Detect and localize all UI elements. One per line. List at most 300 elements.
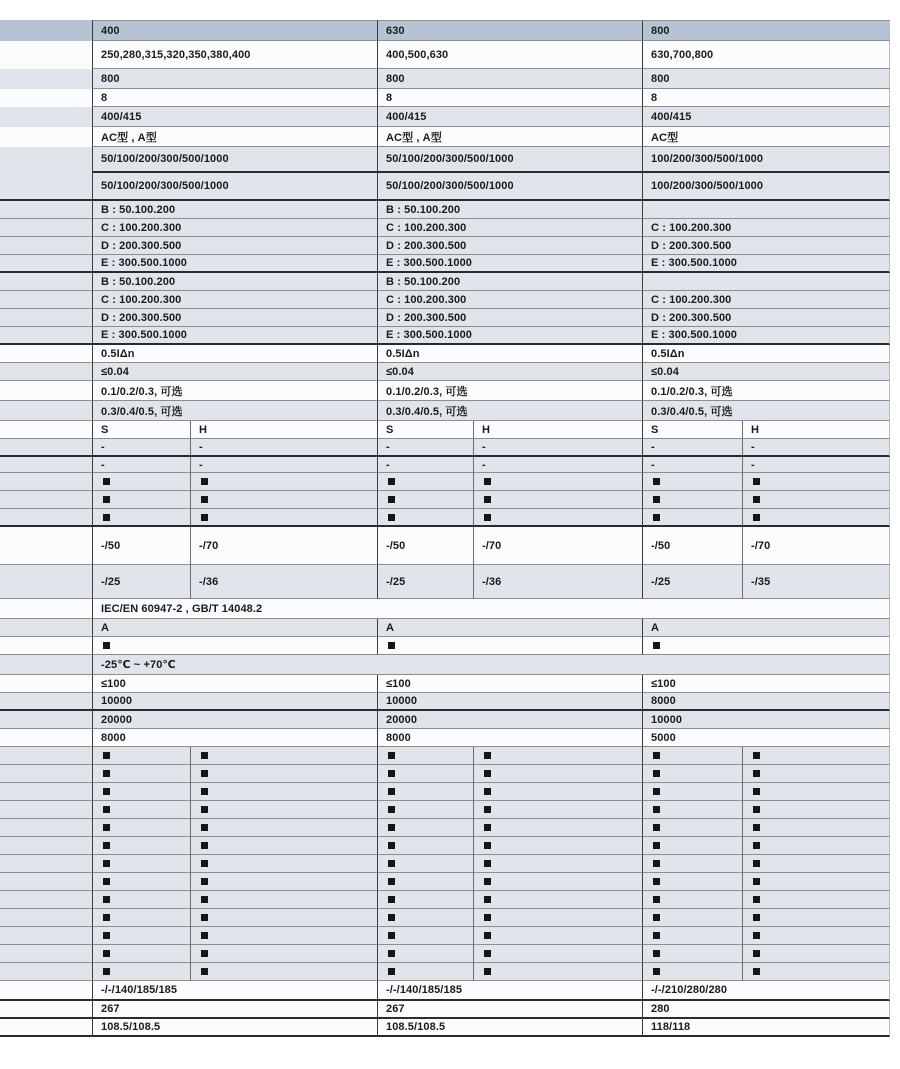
filled-square-marker: [484, 752, 491, 759]
table-cell: A: [92, 619, 377, 637]
row-label-cell: [0, 565, 92, 599]
table-cell: [473, 927, 642, 945]
table-cell: [377, 855, 473, 873]
table-cell: [642, 491, 742, 509]
table-cell: [377, 963, 473, 981]
row-label-cell: [0, 107, 92, 127]
row-label-cell: [0, 401, 92, 421]
table-cell: 8: [642, 89, 890, 107]
table-cell: [473, 909, 642, 927]
table-cell: IEC/EN 60947-2 , GB/T 14048.2: [92, 599, 890, 619]
table-cell: [190, 873, 377, 891]
filled-square-marker: [753, 514, 760, 521]
table-cell: [377, 509, 473, 527]
filled-square-marker: [484, 824, 491, 831]
table-cell: [473, 747, 642, 765]
table-cell: [377, 819, 473, 837]
table-cell: -: [742, 439, 890, 457]
filled-square-marker: [484, 932, 491, 939]
table-cell: [642, 945, 742, 963]
filled-square-marker: [753, 860, 760, 867]
filled-square-marker: [753, 950, 760, 957]
table-cell: [377, 909, 473, 927]
filled-square-marker: [201, 770, 208, 777]
table-row: [0, 173, 890, 201]
row-label-cell: [0, 837, 92, 855]
filled-square-marker: [753, 842, 760, 849]
table-cell: -/-/140/185/185: [377, 981, 642, 1001]
table-row: [0, 891, 890, 909]
table-cell: [377, 637, 642, 655]
table-cell: 0.1/0.2/0.3, 可选: [92, 381, 377, 401]
filled-square-marker: [753, 932, 760, 939]
filled-square-marker: [484, 968, 491, 975]
row-label-cell: [0, 765, 92, 783]
table-cell: [190, 509, 377, 527]
filled-square-marker: [201, 950, 208, 957]
filled-square-marker: [388, 896, 395, 903]
table-cell: -/36: [473, 565, 642, 599]
table-cell: C : 100.200.300: [377, 219, 642, 237]
table-row: [0, 693, 890, 711]
row-label-cell: [0, 491, 92, 509]
table-cell: E : 300.500.1000: [377, 255, 642, 273]
table-header-row: [0, 20, 890, 41]
table-cell: [92, 637, 377, 655]
row-label-cell: [0, 255, 92, 273]
filled-square-marker: [103, 478, 110, 485]
table-cell: [377, 765, 473, 783]
table-row: [0, 291, 890, 309]
table-cell: -: [377, 457, 473, 473]
table-cell: 0.5IΔn: [642, 345, 890, 363]
table-cell: C : 100.200.300: [377, 291, 642, 309]
table-row: [0, 69, 890, 89]
table-cell: AC型 , A型: [92, 127, 377, 147]
table-cell: 0.3/0.4/0.5, 可选: [377, 401, 642, 421]
filled-square-marker: [753, 968, 760, 975]
table-cell: 10000: [642, 711, 890, 729]
table-row: [0, 107, 890, 127]
table-cell: -/70: [742, 527, 890, 565]
table-cell: [190, 491, 377, 509]
table-cell: 800: [642, 69, 890, 89]
table-cell: [642, 963, 742, 981]
table-cell: [473, 783, 642, 801]
row-label-cell: [0, 891, 92, 909]
filled-square-marker: [201, 752, 208, 759]
table-row: [0, 711, 890, 729]
filled-square-marker: [484, 842, 491, 849]
row-label-cell: [0, 801, 92, 819]
table-cell: A: [642, 619, 890, 637]
row-label-cell: [0, 711, 92, 729]
table-cell: [92, 747, 190, 765]
table-cell: H: [190, 421, 377, 439]
filled-square-marker: [103, 842, 110, 849]
table-cell: -: [742, 457, 890, 473]
table-cell: [92, 783, 190, 801]
filled-square-marker: [484, 878, 491, 885]
table-cell: E : 300.500.1000: [642, 327, 890, 345]
table-cell: [742, 891, 890, 909]
table-row: [0, 527, 890, 565]
filled-square-marker: [103, 514, 110, 521]
table-row: [0, 89, 890, 107]
table-row: [0, 219, 890, 237]
row-label-cell: [0, 439, 92, 457]
table-cell: -/50: [642, 527, 742, 565]
table-cell: [742, 509, 890, 527]
row-label-cell: [0, 473, 92, 491]
table-cell: [742, 801, 890, 819]
table-cell: 8000: [377, 729, 642, 747]
table-cell: D : 200.300.500: [642, 309, 890, 327]
table-cell: [742, 945, 890, 963]
table-row: [0, 945, 890, 963]
table-cell: [742, 963, 890, 981]
row-label-cell: [0, 327, 92, 345]
table-cell: 400: [92, 20, 377, 41]
row-label-cell: [0, 201, 92, 219]
filled-square-marker: [201, 806, 208, 813]
filled-square-marker: [201, 878, 208, 885]
table-cell: 800: [377, 69, 642, 89]
row-label-cell: [0, 173, 92, 201]
filled-square-marker: [653, 950, 660, 957]
table-cell: -25℃ ~ +70℃: [92, 655, 890, 675]
table-cell: [742, 783, 890, 801]
table-cell: 8000: [92, 729, 377, 747]
table-cell: 400,500,630: [377, 41, 642, 69]
filled-square-marker: [388, 514, 395, 521]
table-row: [0, 457, 890, 473]
table-cell: [473, 963, 642, 981]
table-cell: [473, 509, 642, 527]
table-cell: [92, 855, 190, 873]
table-row: [0, 473, 890, 491]
filled-square-marker: [484, 496, 491, 503]
table-cell: -: [473, 439, 642, 457]
table-cell: 50/100/200/300/500/1000: [377, 147, 642, 173]
table-row: [0, 963, 890, 981]
table-cell: 8: [377, 89, 642, 107]
table-cell: 0.1/0.2/0.3, 可选: [642, 381, 890, 401]
table-cell: E : 300.500.1000: [92, 327, 377, 345]
table-cell: C : 100.200.300: [92, 219, 377, 237]
filled-square-marker: [103, 824, 110, 831]
table-cell: 20000: [377, 711, 642, 729]
filled-square-marker: [653, 896, 660, 903]
table-cell: S: [642, 421, 742, 439]
table-cell: 400/415: [92, 107, 377, 127]
row-label-cell: [0, 41, 92, 69]
row-label-cell: [0, 20, 92, 41]
row-label-cell: [0, 273, 92, 291]
table-cell: -/36: [190, 565, 377, 599]
table-cell: H: [742, 421, 890, 439]
table-cell: -/50: [92, 527, 190, 565]
table-cell: [377, 891, 473, 909]
table-cell: 280: [642, 1001, 890, 1019]
table-cell: 50/100/200/300/500/1000: [377, 173, 642, 201]
filled-square-marker: [201, 968, 208, 975]
table-cell: [642, 909, 742, 927]
table-cell: -/50: [377, 527, 473, 565]
filled-square-marker: [103, 950, 110, 957]
row-label-cell: [0, 457, 92, 473]
filled-square-marker: [388, 932, 395, 939]
table-row: [0, 565, 890, 599]
table-cell: [190, 473, 377, 491]
table-cell: [190, 747, 377, 765]
table-row: [0, 637, 890, 655]
table-cell: 267: [92, 1001, 377, 1019]
table-row: [0, 909, 890, 927]
row-label-cell: [0, 509, 92, 527]
table-cell: [742, 873, 890, 891]
table-cell: [377, 927, 473, 945]
table-cell: [642, 509, 742, 527]
table-cell: [742, 837, 890, 855]
table-cell: [190, 891, 377, 909]
table-cell: C : 100.200.300: [642, 291, 890, 309]
filled-square-marker: [484, 806, 491, 813]
spec-table: [0, 20, 890, 1037]
table-cell: E : 300.500.1000: [377, 327, 642, 345]
table-row: [0, 747, 890, 765]
table-cell: [92, 927, 190, 945]
filled-square-marker: [653, 806, 660, 813]
table-row: [0, 309, 890, 327]
table-cell: -: [92, 457, 190, 473]
filled-square-marker: [484, 950, 491, 957]
filled-square-marker: [484, 770, 491, 777]
row-label-cell: [0, 747, 92, 765]
table-cell: 400/415: [377, 107, 642, 127]
table-cell: [190, 837, 377, 855]
table-cell: [742, 491, 890, 509]
table-cell: D : 200.300.500: [642, 237, 890, 255]
table-cell: [642, 637, 890, 655]
filled-square-marker: [484, 914, 491, 921]
filled-square-marker: [388, 752, 395, 759]
table-cell: -/25: [642, 565, 742, 599]
table-row: [0, 127, 890, 147]
table-cell: ≤100: [642, 675, 890, 693]
table-cell: 400/415: [642, 107, 890, 127]
filled-square-marker: [753, 896, 760, 903]
table-cell: [473, 491, 642, 509]
table-cell: -: [190, 457, 377, 473]
table-cell: [742, 855, 890, 873]
table-row: [0, 837, 890, 855]
row-label-cell: [0, 655, 92, 675]
table-cell: [642, 201, 890, 219]
filled-square-marker: [653, 788, 660, 795]
filled-square-marker: [201, 860, 208, 867]
table-row: [0, 327, 890, 345]
table-cell: [473, 855, 642, 873]
table-cell: 10000: [92, 693, 377, 711]
row-label-cell: [0, 89, 92, 107]
table-cell: D : 200.300.500: [377, 237, 642, 255]
table-cell: 630: [377, 20, 642, 41]
filled-square-marker: [388, 950, 395, 957]
table-cell: [473, 945, 642, 963]
filled-square-marker: [388, 968, 395, 975]
table-cell: D : 200.300.500: [377, 309, 642, 327]
table-cell: -/70: [473, 527, 642, 565]
table-cell: 100/200/300/500/1000: [642, 147, 890, 173]
table-cell: [473, 473, 642, 491]
table-cell: ≤100: [92, 675, 377, 693]
table-cell: [742, 473, 890, 491]
filled-square-marker: [653, 752, 660, 759]
table-cell: D : 200.300.500: [92, 237, 377, 255]
table-row: [0, 675, 890, 693]
filled-square-marker: [653, 932, 660, 939]
table-row: [0, 439, 890, 457]
table-cell: [473, 819, 642, 837]
filled-square-marker: [388, 842, 395, 849]
filled-square-marker: [753, 824, 760, 831]
table-cell: [377, 783, 473, 801]
filled-square-marker: [388, 878, 395, 885]
table-cell: -/-/210/280/280: [642, 981, 890, 1001]
filled-square-marker: [388, 824, 395, 831]
row-label-cell: [0, 363, 92, 381]
table-cell: -: [642, 457, 742, 473]
table-row: [0, 599, 890, 619]
row-label-cell: [0, 637, 92, 655]
filled-square-marker: [103, 932, 110, 939]
table-cell: 0.1/0.2/0.3, 可选: [377, 381, 642, 401]
table-cell: [473, 873, 642, 891]
filled-square-marker: [388, 496, 395, 503]
table-cell: B : 50.100.200: [92, 201, 377, 219]
table-cell: -/25: [377, 565, 473, 599]
table-cell: [642, 747, 742, 765]
row-label-cell: [0, 873, 92, 891]
filled-square-marker: [388, 860, 395, 867]
filled-square-marker: [653, 478, 660, 485]
table-cell: -/25: [92, 565, 190, 599]
row-label-cell: [0, 819, 92, 837]
table-cell: [190, 855, 377, 873]
filled-square-marker: [103, 968, 110, 975]
table-cell: 108.5/108.5: [377, 1019, 642, 1037]
filled-square-marker: [484, 860, 491, 867]
table-cell: [190, 783, 377, 801]
table-cell: 8000: [642, 693, 890, 711]
row-label-cell: [0, 1001, 92, 1019]
filled-square-marker: [484, 896, 491, 903]
table-cell: 0.3/0.4/0.5, 可选: [642, 401, 890, 421]
table-cell: D : 200.300.500: [92, 309, 377, 327]
filled-square-marker: [103, 788, 110, 795]
filled-square-marker: [103, 806, 110, 813]
row-label-cell: [0, 381, 92, 401]
row-label-cell: [0, 981, 92, 1001]
row-label-cell: [0, 219, 92, 237]
table-cell: 8: [92, 89, 377, 107]
table-cell: [92, 891, 190, 909]
row-label-cell: [0, 729, 92, 747]
table-cell: [92, 909, 190, 927]
table-cell: [190, 801, 377, 819]
filled-square-marker: [201, 478, 208, 485]
table-cell: [642, 801, 742, 819]
table-cell: -: [190, 439, 377, 457]
table-cell: 50/100/200/300/500/1000: [92, 173, 377, 201]
table-cell: [377, 747, 473, 765]
filled-square-marker: [201, 824, 208, 831]
row-label-cell: [0, 345, 92, 363]
filled-square-marker: [103, 878, 110, 885]
table-cell: -/-/140/185/185: [92, 981, 377, 1001]
row-label-cell: [0, 69, 92, 89]
filled-square-marker: [388, 642, 395, 649]
filled-square-marker: [103, 752, 110, 759]
table-cell: 0.5IΔn: [92, 345, 377, 363]
row-label-cell: [0, 963, 92, 981]
filled-square-marker: [201, 842, 208, 849]
table-cell: [190, 945, 377, 963]
filled-square-marker: [653, 914, 660, 921]
filled-square-marker: [653, 842, 660, 849]
table-row: [0, 873, 890, 891]
filled-square-marker: [103, 770, 110, 777]
table-cell: [92, 819, 190, 837]
table-cell: ≤0.04: [377, 363, 642, 381]
filled-square-marker: [653, 770, 660, 777]
table-cell: [742, 819, 890, 837]
table-cell: 0.3/0.4/0.5, 可选: [92, 401, 377, 421]
table-cell: [92, 963, 190, 981]
table-cell: 118/118: [642, 1019, 890, 1037]
filled-square-marker: [103, 914, 110, 921]
table-row: [0, 819, 890, 837]
table-cell: ≤0.04: [92, 363, 377, 381]
filled-square-marker: [388, 478, 395, 485]
table-cell: [377, 491, 473, 509]
row-label-cell: [0, 909, 92, 927]
table-row: [0, 619, 890, 637]
table-row: [0, 147, 890, 173]
table-cell: AC型: [642, 127, 890, 147]
table-row: [0, 783, 890, 801]
table-cell: [642, 855, 742, 873]
table-cell: 10000: [377, 693, 642, 711]
table-cell: [742, 927, 890, 945]
table-row: [0, 401, 890, 421]
table-row: [0, 255, 890, 273]
table-row: [0, 41, 890, 69]
filled-square-marker: [653, 642, 660, 649]
filled-square-marker: [388, 914, 395, 921]
filled-square-marker: [201, 514, 208, 521]
table-cell: 20000: [92, 711, 377, 729]
filled-square-marker: [653, 878, 660, 885]
table-row: [0, 981, 890, 1001]
filled-square-marker: [201, 932, 208, 939]
row-label-cell: [0, 945, 92, 963]
table-cell: [92, 491, 190, 509]
table-cell: [473, 837, 642, 855]
table-cell: [642, 837, 742, 855]
row-label-cell: [0, 421, 92, 439]
